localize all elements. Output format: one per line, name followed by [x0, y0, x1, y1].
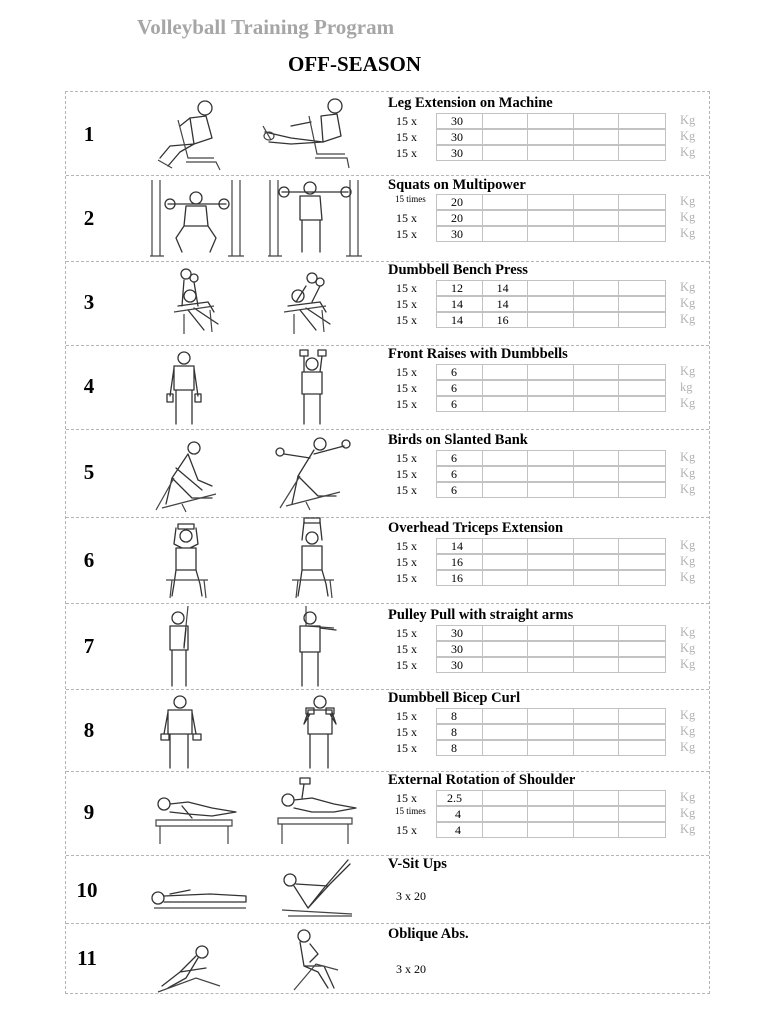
set-row: [66, 280, 711, 296]
weight-cell[interactable]: [619, 626, 665, 640]
reps: 15 x: [396, 211, 417, 225]
weight-cell[interactable]: [574, 807, 620, 821]
unit-label: Kg: [680, 312, 696, 326]
weight-cell[interactable]: [528, 313, 574, 327]
unit-label: Kg: [680, 129, 696, 143]
exercise-row-7: [66, 604, 709, 690]
weight-cell[interactable]: [528, 555, 574, 569]
unit-label: Kg: [680, 482, 696, 496]
set-row: [66, 482, 711, 498]
set-row: [66, 657, 711, 673]
reps: 15 x: [396, 146, 417, 160]
weight-cell[interactable]: 14: [437, 297, 483, 311]
weight-cell[interactable]: [528, 483, 574, 497]
reps: 15 x: [396, 539, 417, 553]
unit-label: Kg: [680, 554, 696, 568]
weight-cells: [436, 790, 666, 806]
set-row: [66, 466, 711, 482]
reps: 15 x: [396, 297, 417, 311]
unit-label: kg: [680, 380, 693, 394]
unit-label: Kg: [680, 396, 696, 410]
weight-cell[interactable]: 12: [437, 281, 483, 295]
weight-cells: [436, 538, 666, 554]
weight-cell[interactable]: [619, 467, 665, 481]
weight-cell[interactable]: [574, 195, 620, 209]
reps: 15 x: [396, 467, 417, 481]
exercise-name: Overhead Triceps Extension: [388, 520, 564, 536]
weight-cell[interactable]: [619, 397, 665, 411]
weight-cells: [436, 364, 666, 380]
weight-cells: [436, 554, 666, 570]
weight-cell[interactable]: 30: [437, 114, 483, 128]
weight-cells: [436, 482, 666, 498]
weight-cell[interactable]: [574, 626, 620, 640]
exercise-number: 11: [77, 946, 97, 970]
exercise-name: Dumbbell Bicep Curl: [388, 690, 521, 706]
set-row: [66, 790, 711, 806]
weight-cells: [436, 226, 666, 242]
sets-reps: 3 x 20: [396, 962, 426, 976]
weight-cell[interactable]: [574, 297, 620, 311]
unit-label: Kg: [680, 466, 696, 480]
unit-label: Kg: [680, 625, 696, 639]
weight-cell[interactable]: [574, 467, 620, 481]
set-row: [66, 312, 711, 328]
weight-cell[interactable]: [483, 114, 529, 128]
weight-cell[interactable]: [574, 397, 620, 411]
reps: 15 x: [396, 227, 417, 241]
reps: 15 x: [396, 555, 417, 569]
set-row: [66, 554, 711, 570]
unit-label: Kg: [680, 450, 696, 464]
set-row: [66, 740, 711, 756]
weight-cell[interactable]: [619, 658, 665, 672]
weight-cell[interactable]: [528, 571, 574, 585]
set-row: [66, 806, 711, 822]
exercise-number: 4: [83, 374, 95, 398]
weight-cell[interactable]: [574, 365, 620, 379]
weight-cell[interactable]: [619, 281, 665, 295]
weight-cell[interactable]: [619, 381, 665, 395]
weight-cell[interactable]: [483, 467, 529, 481]
weight-cell[interactable]: [574, 211, 620, 225]
weight-cell[interactable]: 6: [437, 467, 483, 481]
weight-cell[interactable]: [574, 709, 620, 723]
set-row: [66, 145, 711, 161]
weight-cell[interactable]: [528, 227, 574, 241]
weight-cell[interactable]: [619, 211, 665, 225]
weight-cell[interactable]: [483, 146, 529, 160]
weight-cell[interactable]: [574, 313, 620, 327]
program-title: Volleyball Training Program: [137, 15, 395, 39]
weight-cell[interactable]: [574, 146, 620, 160]
weight-cell[interactable]: [528, 467, 574, 481]
weight-cell[interactable]: [528, 130, 574, 144]
weight-cell[interactable]: [483, 709, 529, 723]
exercise-row-11: [66, 924, 709, 994]
unit-label: Kg: [680, 296, 696, 310]
unit-label: Kg: [680, 724, 696, 738]
weight-cell[interactable]: 8: [437, 741, 483, 755]
weight-cell[interactable]: [574, 281, 620, 295]
sets-reps: 3 x 20: [396, 889, 426, 903]
reps: 15 x: [396, 823, 417, 837]
weight-cell[interactable]: [619, 709, 665, 723]
exercise-name: Pulley Pull with straight arms: [388, 607, 574, 623]
set-row: [66, 194, 711, 210]
weight-cell[interactable]: [483, 555, 529, 569]
weight-cell[interactable]: 14: [437, 313, 483, 327]
set-row: [66, 296, 711, 312]
exercise-name: Oblique Abs.: [388, 926, 469, 942]
weight-cell[interactable]: [483, 571, 529, 585]
exercise-number: 9: [83, 800, 95, 824]
weight-cell[interactable]: [619, 483, 665, 497]
exercise-name: Leg Extension on Machine: [388, 95, 553, 111]
weight-cell[interactable]: [574, 642, 620, 656]
weight-cell[interactable]: [574, 114, 620, 128]
set-row: [66, 625, 711, 641]
weight-cell[interactable]: 8: [437, 725, 483, 739]
weight-cell[interactable]: [528, 281, 574, 295]
weight-cell[interactable]: 6: [437, 381, 483, 395]
reps: 15 x: [396, 571, 417, 585]
reps: 15 x: [396, 381, 417, 395]
set-row: [66, 450, 711, 466]
weight-cell[interactable]: [619, 130, 665, 144]
weight-cell[interactable]: [574, 227, 620, 241]
unit-label: Kg: [680, 113, 696, 127]
exercise-row-1: [66, 92, 709, 176]
weight-cell[interactable]: [528, 807, 574, 821]
weight-cell[interactable]: [528, 297, 574, 311]
weight-cell[interactable]: [528, 709, 574, 723]
unit-label: Kg: [680, 641, 696, 655]
weight-cell[interactable]: [483, 823, 529, 837]
weight-cell[interactable]: [574, 381, 620, 395]
weight-cell[interactable]: [619, 195, 665, 209]
weight-cell[interactable]: 4: [437, 823, 483, 837]
exercise-name: Dumbbell Bench Press: [388, 262, 528, 278]
weight-cells: [436, 296, 666, 312]
weight-cells: [436, 724, 666, 740]
weight-cell[interactable]: [528, 658, 574, 672]
weight-cells: [436, 210, 666, 226]
weight-cell[interactable]: [619, 365, 665, 379]
set-row: [66, 724, 711, 740]
v-sit-up-figure-end: [278, 858, 354, 920]
weight-cell[interactable]: 2.5: [437, 791, 483, 805]
weight-cell[interactable]: [483, 725, 529, 739]
reps: 15 x: [396, 709, 417, 723]
unit-label: Kg: [680, 822, 696, 836]
weight-cells: [436, 708, 666, 724]
set-row: [66, 708, 711, 724]
weight-cell[interactable]: [619, 539, 665, 553]
reps: 15 x: [396, 281, 417, 295]
unit-label: Kg: [680, 194, 696, 208]
weight-cell[interactable]: 20: [437, 211, 483, 225]
weight-cell[interactable]: 30: [437, 658, 483, 672]
oblique-abs-figure-end: [288, 926, 344, 992]
weight-cells: [436, 570, 666, 586]
weight-cell[interactable]: [483, 807, 529, 821]
reps: 15 x: [396, 451, 417, 465]
weight-cells: [436, 396, 666, 412]
reps: 15 x: [396, 397, 417, 411]
weight-cells: [436, 740, 666, 756]
reps: 15 x: [396, 313, 417, 327]
exercise-row-9: [66, 772, 709, 856]
set-row: [66, 226, 711, 242]
weight-cell[interactable]: 16: [483, 313, 529, 327]
exercise-row-8: [66, 690, 709, 772]
exercise-number: 7: [83, 634, 95, 658]
weight-cells: [436, 129, 666, 145]
weight-cells: [436, 145, 666, 161]
unit-label: Kg: [680, 790, 696, 804]
weight-cells: [436, 657, 666, 673]
weight-cell[interactable]: [574, 725, 620, 739]
reps: 15 x: [396, 642, 417, 656]
weight-cell[interactable]: [574, 658, 620, 672]
weight-cell[interactable]: [574, 451, 620, 465]
weight-cell[interactable]: [619, 146, 665, 160]
weight-cells: [436, 450, 666, 466]
weight-cell[interactable]: [528, 114, 574, 128]
weight-cell[interactable]: [574, 823, 620, 837]
weight-cell[interactable]: 6: [437, 365, 483, 379]
set-row: [66, 210, 711, 226]
weight-cell[interactable]: [528, 539, 574, 553]
weight-cell[interactable]: [483, 211, 529, 225]
weight-cell[interactable]: [483, 227, 529, 241]
set-row: [66, 113, 711, 129]
exercise-row-6: [66, 518, 709, 604]
weight-cell[interactable]: [483, 483, 529, 497]
exercise-row-5: [66, 430, 709, 518]
weight-cell[interactable]: 14: [437, 539, 483, 553]
exercise-name: External Rotation of Shoulder: [388, 772, 576, 788]
weight-cell[interactable]: [619, 725, 665, 739]
weight-cell[interactable]: [619, 642, 665, 656]
weight-cell[interactable]: 6: [437, 451, 483, 465]
weight-cell[interactable]: [528, 823, 574, 837]
reps: 15 x: [396, 791, 417, 805]
weight-cell[interactable]: [619, 227, 665, 241]
weight-cell[interactable]: [528, 725, 574, 739]
season-heading: OFF-SEASON: [288, 52, 422, 76]
exercise-number: 3: [83, 290, 95, 314]
weight-cell[interactable]: [483, 658, 529, 672]
weight-cells: [436, 822, 666, 838]
set-row: [66, 641, 711, 657]
weight-cell[interactable]: 30: [437, 146, 483, 160]
set-row: [66, 570, 711, 586]
weight-cell[interactable]: [574, 483, 620, 497]
weight-cell[interactable]: 14: [483, 297, 529, 311]
weight-cell[interactable]: [619, 791, 665, 805]
weight-cell[interactable]: [619, 451, 665, 465]
exercise-number: 1: [83, 122, 95, 146]
reps: 15 x: [396, 658, 417, 672]
weight-cell[interactable]: 16: [437, 555, 483, 569]
weight-cell[interactable]: 6: [437, 483, 483, 497]
weight-cell[interactable]: [483, 397, 529, 411]
weight-cell[interactable]: 30: [437, 642, 483, 656]
exercise-number: 6: [83, 548, 95, 572]
weight-cell[interactable]: [574, 791, 620, 805]
weight-cell[interactable]: 14: [483, 281, 529, 295]
weight-cell[interactable]: [574, 571, 620, 585]
unit-label: Kg: [680, 657, 696, 671]
weight-cell[interactable]: [483, 130, 529, 144]
weight-cell[interactable]: [528, 397, 574, 411]
v-sit-up-figure-start: [150, 886, 250, 912]
weight-cells: [436, 312, 666, 328]
weight-cell[interactable]: [619, 313, 665, 327]
reps: 15 times: [395, 806, 426, 816]
weight-cell[interactable]: [528, 791, 574, 805]
unit-label: Kg: [680, 708, 696, 722]
weight-cell[interactable]: 30: [437, 130, 483, 144]
weight-cell[interactable]: [483, 195, 529, 209]
weight-cells: [436, 625, 666, 641]
weight-cell[interactable]: [528, 195, 574, 209]
exercise-name: Birds on Slanted Bank: [388, 432, 528, 448]
weight-cell[interactable]: [483, 381, 529, 395]
unit-label: Kg: [680, 226, 696, 240]
set-row: [66, 380, 711, 396]
weight-cell[interactable]: [483, 451, 529, 465]
exercise-name: V-Sit Ups: [388, 856, 447, 872]
oblique-abs-figure-start: [156, 942, 222, 994]
unit-label: Kg: [680, 740, 696, 754]
weight-cell[interactable]: 30: [437, 626, 483, 640]
weight-cell[interactable]: [528, 741, 574, 755]
exercise-name: Front Raises with Dumbbells: [388, 346, 568, 362]
reps: 15 x: [396, 114, 417, 128]
reps: 15 x: [396, 741, 417, 755]
weight-cells: [436, 280, 666, 296]
weight-cells: [436, 466, 666, 482]
weight-cell[interactable]: [619, 807, 665, 821]
unit-label: Kg: [680, 280, 696, 294]
weight-cell[interactable]: [483, 365, 529, 379]
set-row: [66, 822, 711, 838]
weight-cell[interactable]: 30: [437, 227, 483, 241]
reps: 15 x: [396, 365, 417, 379]
weight-cell[interactable]: [483, 791, 529, 805]
reps: 15 x: [396, 483, 417, 497]
unit-label: Kg: [680, 210, 696, 224]
weight-cell[interactable]: [483, 642, 529, 656]
exercise-row-3: [66, 262, 709, 346]
weight-cell[interactable]: [619, 741, 665, 755]
exercise-number: 2: [83, 206, 95, 230]
weight-cell[interactable]: [619, 297, 665, 311]
weight-cell[interactable]: [528, 146, 574, 160]
weight-cell[interactable]: 6: [437, 397, 483, 411]
unit-label: Kg: [680, 364, 696, 378]
weight-cell[interactable]: [619, 823, 665, 837]
set-row: [66, 396, 711, 412]
unit-label: Kg: [680, 145, 696, 159]
weight-cell[interactable]: [528, 211, 574, 225]
weight-cell[interactable]: [619, 555, 665, 569]
weight-cell[interactable]: 8: [437, 709, 483, 723]
exercise-number: 10: [76, 878, 98, 902]
weight-cell[interactable]: 16: [437, 571, 483, 585]
exercise-name: Squats on Multipower: [388, 177, 526, 193]
weight-cell[interactable]: 4: [437, 807, 483, 821]
weight-cells: [436, 806, 666, 822]
unit-label: Kg: [680, 570, 696, 584]
reps: 15 x: [396, 725, 417, 739]
weight-cells: [436, 113, 666, 129]
weight-cell[interactable]: [574, 555, 620, 569]
exercise-table: [65, 91, 710, 994]
reps: 15 times: [395, 194, 426, 204]
weight-cells: [436, 641, 666, 657]
exercise-row-4: [66, 346, 709, 430]
unit-label: Kg: [680, 806, 696, 820]
exercise-number: 5: [83, 460, 95, 484]
weight-cell[interactable]: [483, 741, 529, 755]
unit-label: Kg: [680, 538, 696, 552]
weight-cells: [436, 380, 666, 396]
exercise-number: 8: [83, 718, 95, 742]
weight-cell[interactable]: [619, 571, 665, 585]
reps: 15 x: [396, 130, 417, 144]
weight-cells: [436, 194, 666, 210]
weight-cell[interactable]: [574, 539, 620, 553]
exercise-row-10: [66, 856, 709, 924]
weight-cell[interactable]: [619, 114, 665, 128]
exercise-row-2: [66, 176, 709, 262]
set-row: [66, 129, 711, 145]
weight-cell[interactable]: [528, 381, 574, 395]
weight-cell[interactable]: [528, 626, 574, 640]
weight-cell[interactable]: [528, 642, 574, 656]
weight-cell[interactable]: [483, 539, 529, 553]
weight-cell[interactable]: [483, 626, 529, 640]
weight-cell[interactable]: [574, 130, 620, 144]
reps: 15 x: [396, 626, 417, 640]
weight-cell[interactable]: [574, 741, 620, 755]
set-row: [66, 364, 711, 380]
weight-cell[interactable]: [528, 365, 574, 379]
set-row: [66, 538, 711, 554]
weight-cell[interactable]: [528, 451, 574, 465]
weight-cell[interactable]: 20: [437, 195, 483, 209]
